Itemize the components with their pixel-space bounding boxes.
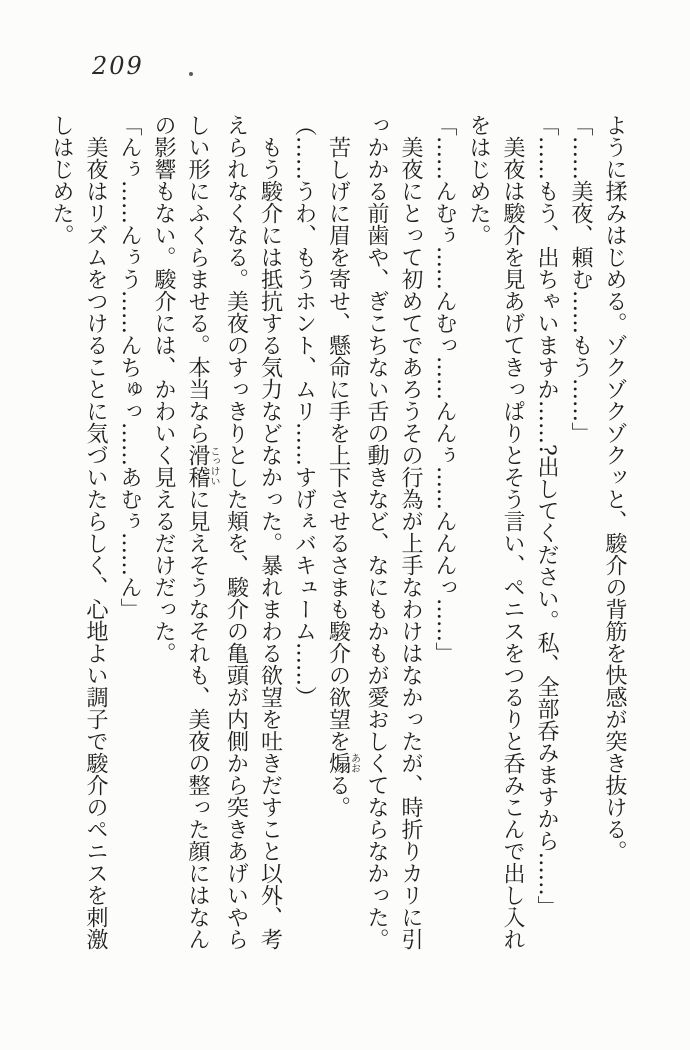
text-column-12: えられなくなる。美夜のすっきりとした頬を、駿介の亀頭が内側から突きあげいやら [223,114,249,950]
ink-dot [189,72,193,76]
text-column-15: 「んぅ……んぅう……んちゅっ……あむぅ……ん」 [117,114,142,620]
text-column-5: をはじめた。 [466,114,491,246]
text-column-11: もう駿介には抵抗する気力などなかった。暴れまわる欲望を吐きだすこと以外、考 [257,136,283,950]
text-column-4: 美夜は駿介を見あげてきっぱりとそう言い、ペニスをつるりと呑みこんで出し入れ [500,136,525,950]
text-column-6: 「……んむぅ……んむっ……んんぅ……んんんっ……」 [432,114,457,664]
text-column-10: （……うわ、もうホント、ムリ……すげぇバキューム……） [291,114,317,708]
text-column-16: 美夜はリズムをつけることに気づいたらしく、心地よい調子で駿介のペニスを刺激 [83,136,108,950]
text-column-1: ように揉みはじめる。ゾクゾクゾクッと、駿介の背筋を快感が突き抜ける。 [602,114,627,862]
text-column-7: 美夜にとって初めてであろうその行為が上手なわけはなかったが、時折りカリに引 [398,136,423,950]
text-column-13: しい形にふくらませる。本当なら滑稽こっけいに見えそうなそれも、美夜の整った顔にはなん [185,114,219,950]
text-block [44,114,631,956]
text-column-17: しはじめた。 [49,114,74,246]
text-column-2: 「……美夜、頼む……もう……」 [568,114,593,444]
text-column-3: 「……もう、出ちゃいますか……?出してください。私、全部呑みますから……」 [534,114,559,918]
text-column-9: 苦しげに眉を寄せ、懸命に手を上下させるさまも駿介の欲望を煽あおる。 [325,136,360,818]
text-column-14: の影響もない。駿介には、かわいく見えるだけだった。 [151,114,176,664]
page-number: 209 [92,52,144,80]
text-column-8: っかかる前歯や、ぎこちない舌の動きなど、なにもかもが愛おしくてならなかった。 [364,114,389,950]
